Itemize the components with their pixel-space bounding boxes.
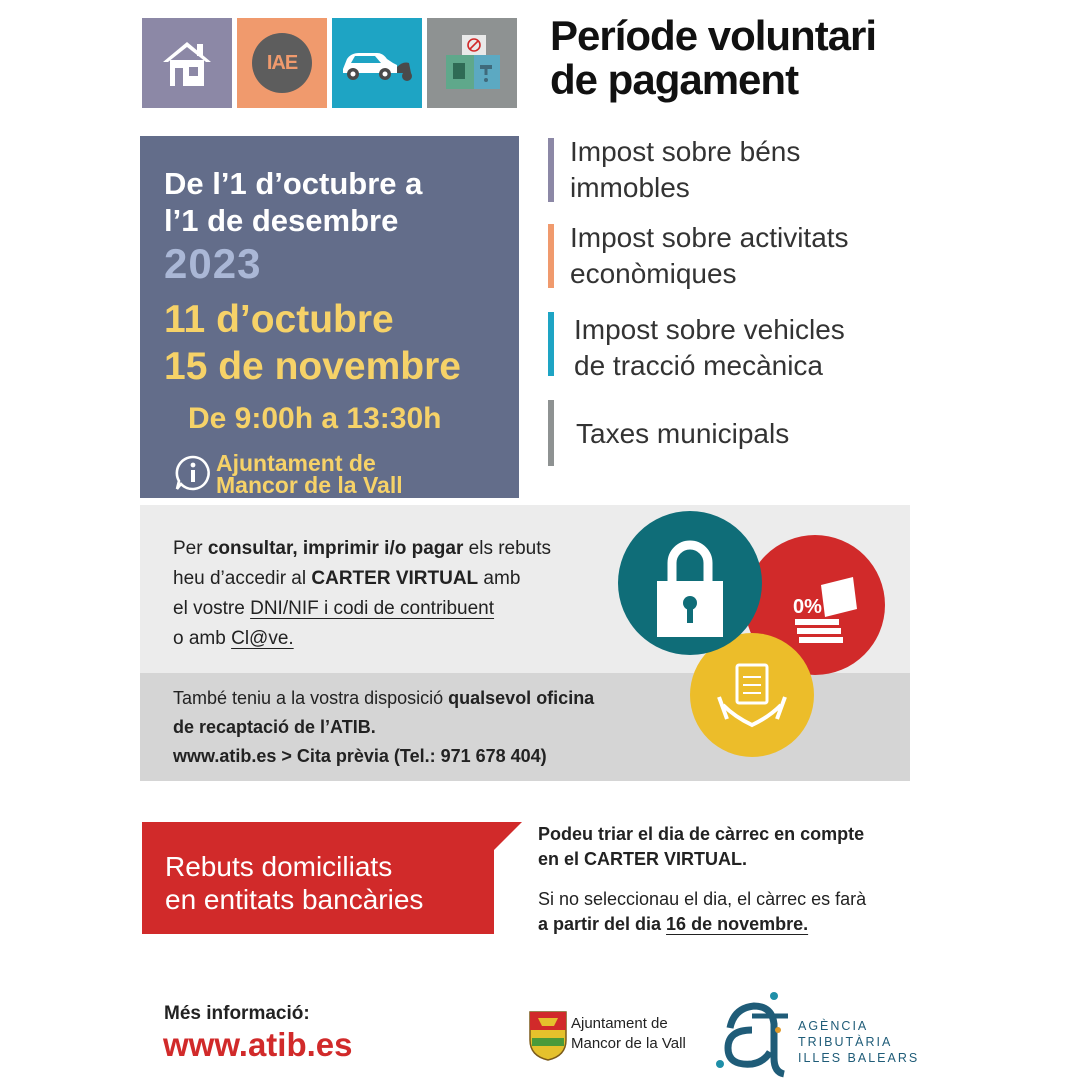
- tax-color-bar: [548, 138, 554, 202]
- appointment-link[interactable]: www.atib.es > Cita prèvia (Tel.: 971 678 404): [173, 746, 547, 766]
- agency-name: AGÈNCIA TRIBUTÀRIA ILLES BALEARS: [798, 1019, 920, 1065]
- page-title: Període voluntari de pagament: [550, 12, 877, 103]
- tax-color-bar: [548, 224, 554, 288]
- office-date-start: 11 d’octubre: [164, 298, 394, 341]
- municipality-name: Ajuntament de Mancor de la Vall: [571, 1015, 686, 1052]
- office-location: Ajuntament de Mancor de la Vall: [216, 450, 403, 498]
- more-info-label: Més informació:: [164, 1003, 310, 1024]
- tax-color-bar: [548, 400, 554, 466]
- tile-municipal-taxes: [427, 18, 517, 108]
- direct-debit-label: Rebuts domiciliats en entitats bancàries: [165, 851, 424, 915]
- payment-period-range: De l’1 d’octubre a l’1 de desembre: [164, 166, 423, 238]
- security-illustration: [595, 505, 895, 775]
- default-charge-note: Si no seleccionau el dia, el càrrec es farà a partir del dia 16 de novembre.: [538, 889, 867, 934]
- charge-day-note: Podeu triar el dia de càrrec en compte en el CARTER VIRTUAL.: [538, 824, 865, 869]
- tile-property-tax: [142, 18, 232, 108]
- atib-logo-icon: [712, 990, 792, 1080]
- house-icon: [161, 38, 213, 88]
- municipality-shield-icon: [528, 1010, 568, 1062]
- tax-color-bar: [548, 312, 554, 376]
- office-hours: De 9:00h a 13:30h: [188, 402, 442, 435]
- tax-item-economic-activities: Impost sobre activitats econòmiques: [548, 220, 849, 292]
- waste-water-icon: [440, 31, 504, 95]
- payment-year: 2023: [164, 240, 262, 287]
- tax-item-vehicles: Impost sobre vehicles de tracció mecànica: [548, 312, 845, 384]
- info-icon: [175, 455, 211, 491]
- office-date-end: 15 de novembre: [164, 345, 461, 388]
- atib-website-link[interactable]: www.atib.es: [163, 1026, 353, 1063]
- svg-text:0%: 0%: [793, 596, 822, 618]
- tile-vehicle-tax: [332, 18, 422, 108]
- car-scooter-icon: [337, 41, 417, 85]
- tax-item-property: Impost sobre béns immobles: [548, 134, 800, 206]
- virtual-wallet-text: Per consultar, imprimir i/o pagar els rebuts heu d’accedir al CARTER VIRTUAL amb el vostre DNI/NIF i codi de contribuent o amb Cl@ve.: [173, 538, 552, 649]
- iae-badge: IAE: [252, 33, 312, 93]
- tile-iae: [237, 18, 327, 108]
- atib-office-text: També teniu a la vostra disposició qualsevol oficina de recaptació de l’ATIB. www.atib.es > Cita prèvia (Tel.: 971 678 404): [173, 688, 595, 766]
- tax-item-municipal: Taxes municipals: [548, 400, 789, 466]
